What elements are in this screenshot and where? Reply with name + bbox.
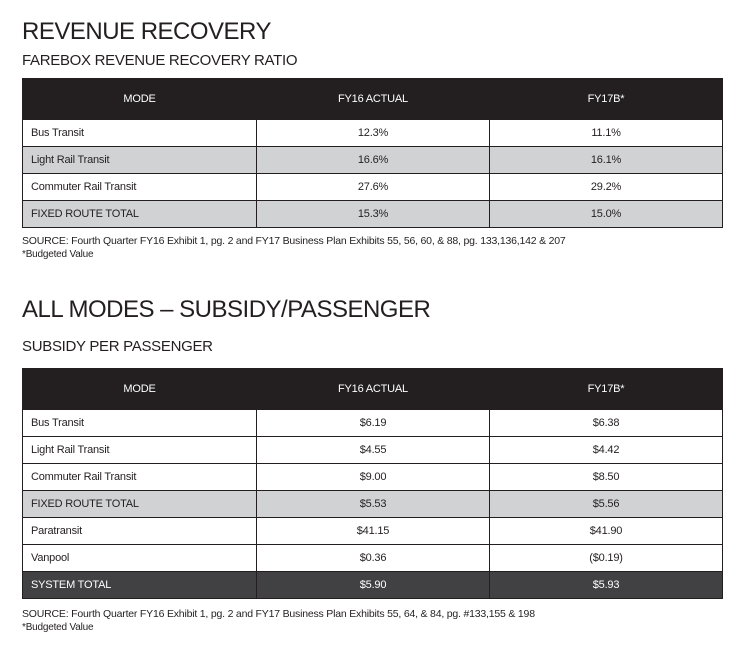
row-mode: Commuter Rail Transit — [23, 174, 257, 201]
header-mode: MODE — [23, 369, 257, 410]
row-mode: SYSTEM TOTAL — [23, 572, 257, 599]
revenue-recovery-section — [22, 18, 722, 262]
budgeted-value-footnote: *Budgeted Value — [22, 622, 94, 633]
header-fy16-actual: FY16 ACTUAL — [257, 79, 490, 120]
row-mode: Light Rail Transit — [23, 147, 257, 174]
row-fy17: 15.0% — [490, 201, 723, 228]
table-row — [23, 545, 723, 572]
table-header-row — [23, 369, 723, 410]
table-row — [23, 147, 723, 174]
revenue-recovery-title: REVENUE RECOVERY — [22, 18, 271, 45]
header-fy16-actual: FY16 ACTUAL — [257, 369, 490, 410]
row-fy17: 11.1% — [490, 120, 723, 147]
fixed-route-total-row — [23, 491, 723, 518]
subsidy-section — [22, 296, 722, 635]
fixed-route-total-row — [23, 201, 723, 228]
row-fy17: $5.93 — [490, 572, 723, 599]
table-row — [23, 174, 723, 201]
row-fy16: $5.90 — [257, 572, 490, 599]
table-row — [23, 410, 723, 437]
row-fy16: $5.53 — [257, 491, 490, 518]
budgeted-value-footnote: *Budgeted Value — [22, 249, 94, 260]
subsidy-table — [22, 368, 723, 599]
table-row — [23, 464, 723, 491]
row-mode: Commuter Rail Transit — [23, 464, 257, 491]
row-mode: Paratransit — [23, 518, 257, 545]
row-fy16: 16.6% — [257, 147, 490, 174]
source-note: SOURCE: Fourth Quarter FY16 Exhibit 1, pg. 2 and FY17 Business Plan Exhibits 55, 56, 60, & 88, pg. 133,136,142 & 207 — [22, 235, 566, 247]
table-row — [23, 437, 723, 464]
farebox-ratio-subtitle: FAREBOX REVENUE RECOVERY RATIO — [22, 52, 298, 69]
row-fy17: ($0.19) — [490, 545, 723, 572]
row-fy17: $4.42 — [490, 437, 723, 464]
header-mode: MODE — [23, 79, 257, 120]
table-row — [23, 518, 723, 545]
row-fy17: 29.2% — [490, 174, 723, 201]
source-note: SOURCE: Fourth Quarter FY16 Exhibit 1, pg. 2 and FY17 Business Plan Exhibits 55, 64, & 84, pg. #133,155 & 198 — [22, 608, 535, 620]
row-fy17: $6.38 — [490, 410, 723, 437]
row-fy17: $5.56 — [490, 491, 723, 518]
row-mode: Bus Transit — [23, 120, 257, 147]
row-mode: FIXED ROUTE TOTAL — [23, 491, 257, 518]
row-fy16: $9.00 — [257, 464, 490, 491]
table-header-row — [23, 79, 723, 120]
subsidy-title: ALL MODES – SUBSIDY/PASSENGER — [22, 296, 431, 323]
row-fy17: 16.1% — [490, 147, 723, 174]
row-fy17: $41.90 — [490, 518, 723, 545]
row-fy16: 15.3% — [257, 201, 490, 228]
header-fy17b: FY17B* — [490, 369, 723, 410]
farebox-ratio-table — [22, 78, 723, 228]
row-fy16: $6.19 — [257, 410, 490, 437]
row-fy16: 12.3% — [257, 120, 490, 147]
row-fy16: 27.6% — [257, 174, 490, 201]
row-mode: Bus Transit — [23, 410, 257, 437]
row-mode: FIXED ROUTE TOTAL — [23, 201, 257, 228]
subsidy-subtitle: SUBSIDY PER PASSENGER — [22, 338, 213, 355]
row-mode: Vanpool — [23, 545, 257, 572]
row-fy16: $4.55 — [257, 437, 490, 464]
row-fy16: $0.36 — [257, 545, 490, 572]
row-fy17: $8.50 — [490, 464, 723, 491]
row-fy16: $41.15 — [257, 518, 490, 545]
system-total-row — [23, 572, 723, 599]
table-row — [23, 120, 723, 147]
row-mode: Light Rail Transit — [23, 437, 257, 464]
header-fy17b: FY17B* — [490, 79, 723, 120]
